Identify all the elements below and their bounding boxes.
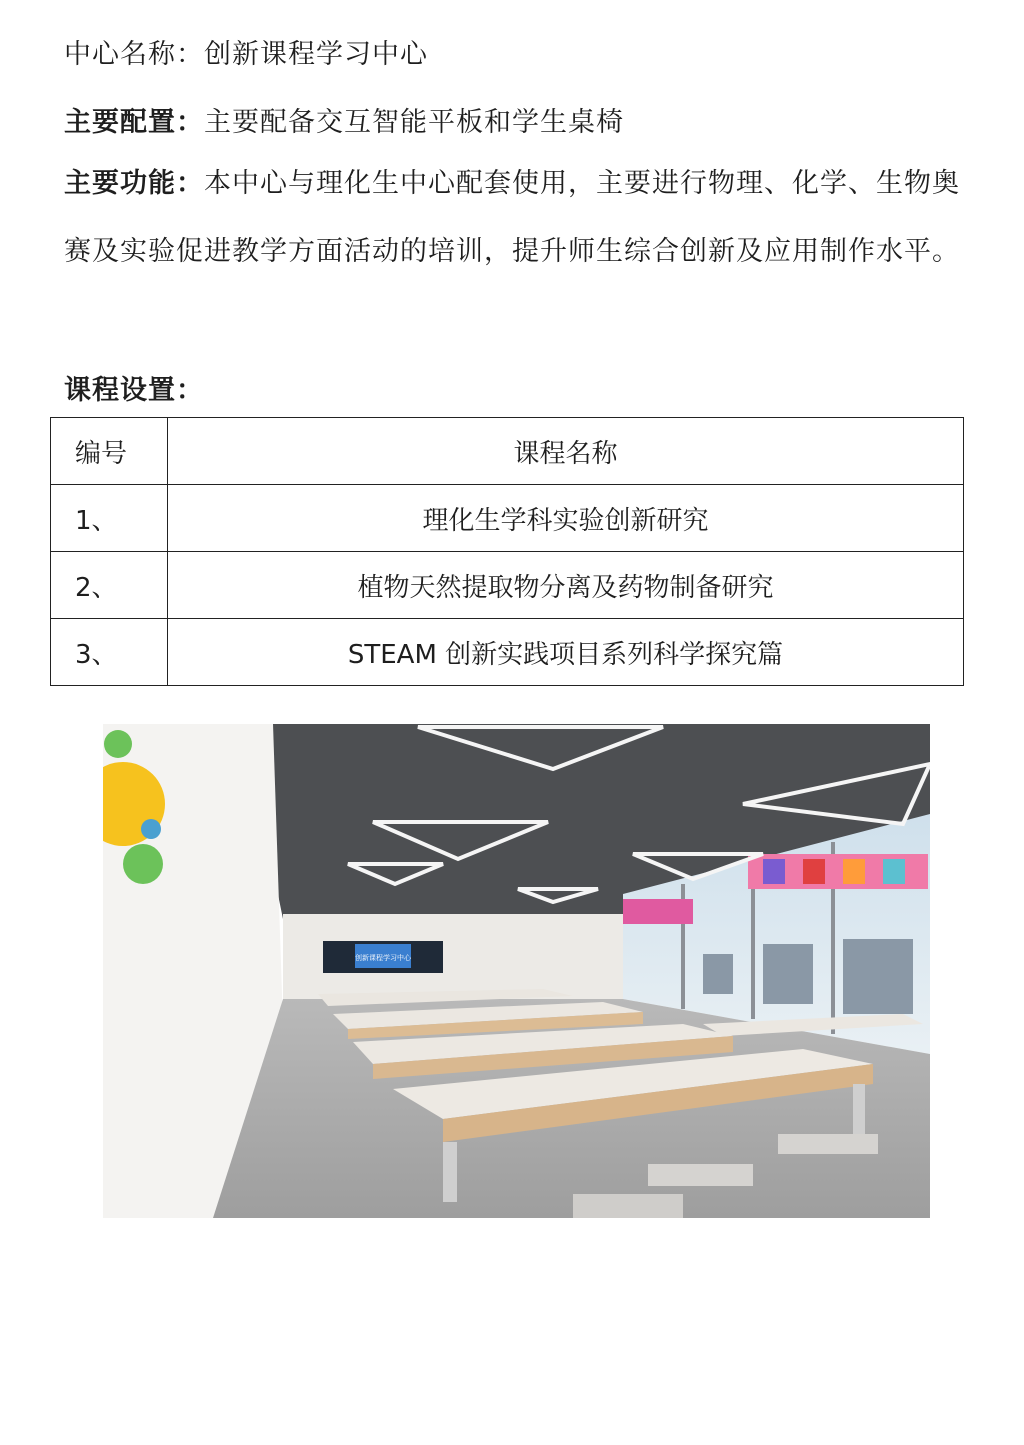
center-name-label: 中心名称： <box>64 39 204 70</box>
courses-heading: 课程设置： <box>64 375 204 406</box>
function-value: 本中心与理化生中心配套使用，主要进行物理、化学、生物奥赛及实验促进教学方面活动的培训，提升师生综合创新及应用制作水平。 <box>64 168 960 267</box>
table-header-row <box>51 418 964 485</box>
row-number: 3、 <box>51 619 168 686</box>
classroom-photo <box>103 724 930 1218</box>
row-course-name: 植物天然提取物分离及药物制备研究 <box>168 552 964 619</box>
board-text: 创新课程学习中心 <box>355 954 411 962</box>
row-course-name: STEAM 创新实践项目系列科学探究篇 <box>168 619 964 686</box>
table-row <box>51 485 964 552</box>
classroom-illustration <box>103 724 930 1218</box>
function-label: 主要功能： <box>64 168 204 199</box>
table-row <box>51 619 964 686</box>
center-name-value: 创新课程学习中心 <box>204 39 428 70</box>
row-number: 2、 <box>51 552 168 619</box>
row-course-name: 理化生学科实验创新研究 <box>168 485 964 552</box>
function-paragraph <box>64 150 964 286</box>
courses-table <box>50 417 964 686</box>
header-number: 编号 <box>51 418 168 485</box>
table-row <box>51 552 964 619</box>
center-name-line <box>64 32 428 71</box>
config-value: 主要配备交互智能平板和学生桌椅 <box>204 107 624 138</box>
config-label: 主要配置： <box>64 107 204 138</box>
config-line <box>64 100 624 139</box>
header-course-name: 课程名称 <box>168 418 964 485</box>
row-number: 1、 <box>51 485 168 552</box>
